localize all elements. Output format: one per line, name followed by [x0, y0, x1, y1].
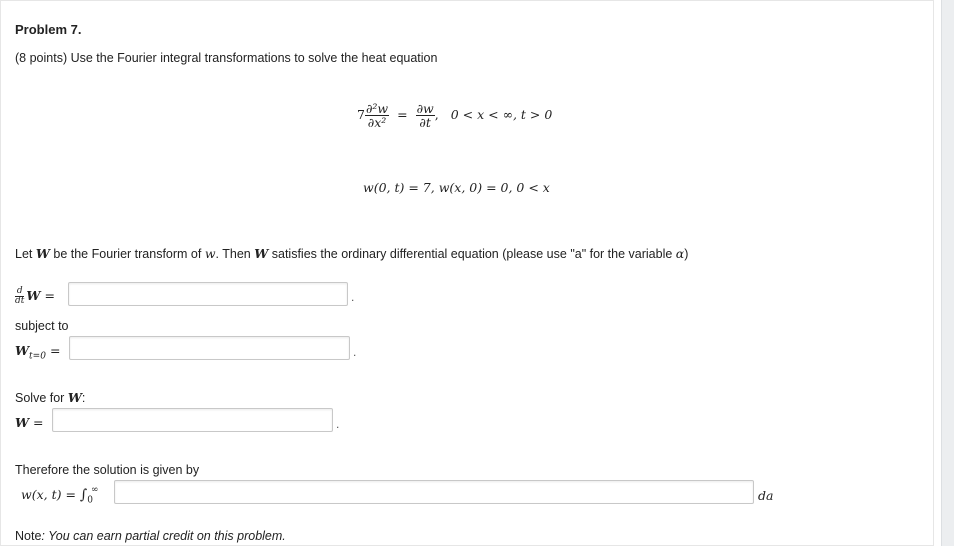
- lhs-numerator: ∂²w: [365, 101, 389, 116]
- subject-to-label: subject to: [15, 319, 69, 333]
- note-label: Note: [15, 529, 42, 543]
- problem-card: Problem 7. (8 points) Use the Fourier integral transformations to solve the heat equation 7 $\frac{\text{∂²w}}{\text{∂x²}}$ = $\frac{\partial w}{\partial t}$ , 0 < x < ∞, t > 0 w(0, t) = 7, w(x, 0) = 0, 0 < x Let W be the Fourier transform of w. Then W satisfies the ordinary differential equation (please use "a" for the variable α) $\frac{d}{dt}$ W = . subject to $W_{t=0}$ = . Solve for W: W = . Therefore the solution is given by w(x, $t) = \int_0^\infty$ da Note: You can earn partial credit on this problem.: [0, 0, 934, 546]
- lhs-denominator: ∂x²: [367, 115, 387, 130]
- note-text: : You can earn partial credit on this problem.: [41, 529, 286, 543]
- integral-sign: ∫: [79, 487, 88, 504]
- boundary-conditions: w(0, t) = 7, w(x, 0) = 0, 0 < x: [363, 180, 550, 195]
- heat-coef: 7: [357, 107, 365, 122]
- solve-w-input[interactable]: [52, 408, 333, 432]
- solution-label: Therefore the solution is given by: [15, 463, 200, 477]
- rhs-fraction: [416, 102, 435, 129]
- solve-for-label: Solve for W:: [15, 390, 86, 405]
- ode-answer-input[interactable]: [68, 282, 348, 306]
- note: [15, 529, 286, 543]
- solution-integrand-input[interactable]: [114, 480, 754, 504]
- solve-lhs: W =: [15, 415, 44, 430]
- rhs-numerator: ∂w: [416, 101, 434, 116]
- rhs-denominator: ∂t: [419, 115, 431, 130]
- da-label: da: [758, 488, 774, 503]
- heat-domain: 0 < x < ∞, t > 0: [450, 107, 553, 122]
- heat-equation: 7 $\frac{\text{∂²w}}{\text{∂x²}}$ = $\frac{\partial w}{\partial t}$ , 0 < x < ∞, t > 0: [357, 101, 553, 130]
- problem-intro: (8 points) Use the Fourier integral transformations to solve the heat equation: [15, 51, 438, 65]
- initial-condition-label: $W_{t=0}$ =: [15, 343, 61, 362]
- derivative-fraction: $\frac{d}{dt}$: [15, 286, 25, 306]
- scrollbar-rail[interactable]: [941, 0, 954, 546]
- ode-label: $\frac{d}{dt}$ W =: [15, 286, 55, 306]
- initial-condition-input[interactable]: [69, 336, 350, 360]
- problem-title: Problem 7.: [15, 22, 82, 37]
- solution-lhs: w(x, $t) = \int_0^\infty$: [21, 485, 99, 506]
- fourier-statement: Let W be the Fourier transform of w. Then W satisfies the ordinary differential equation (please use "a" for the variable α): [15, 246, 689, 261]
- lhs-fraction: [365, 102, 389, 129]
